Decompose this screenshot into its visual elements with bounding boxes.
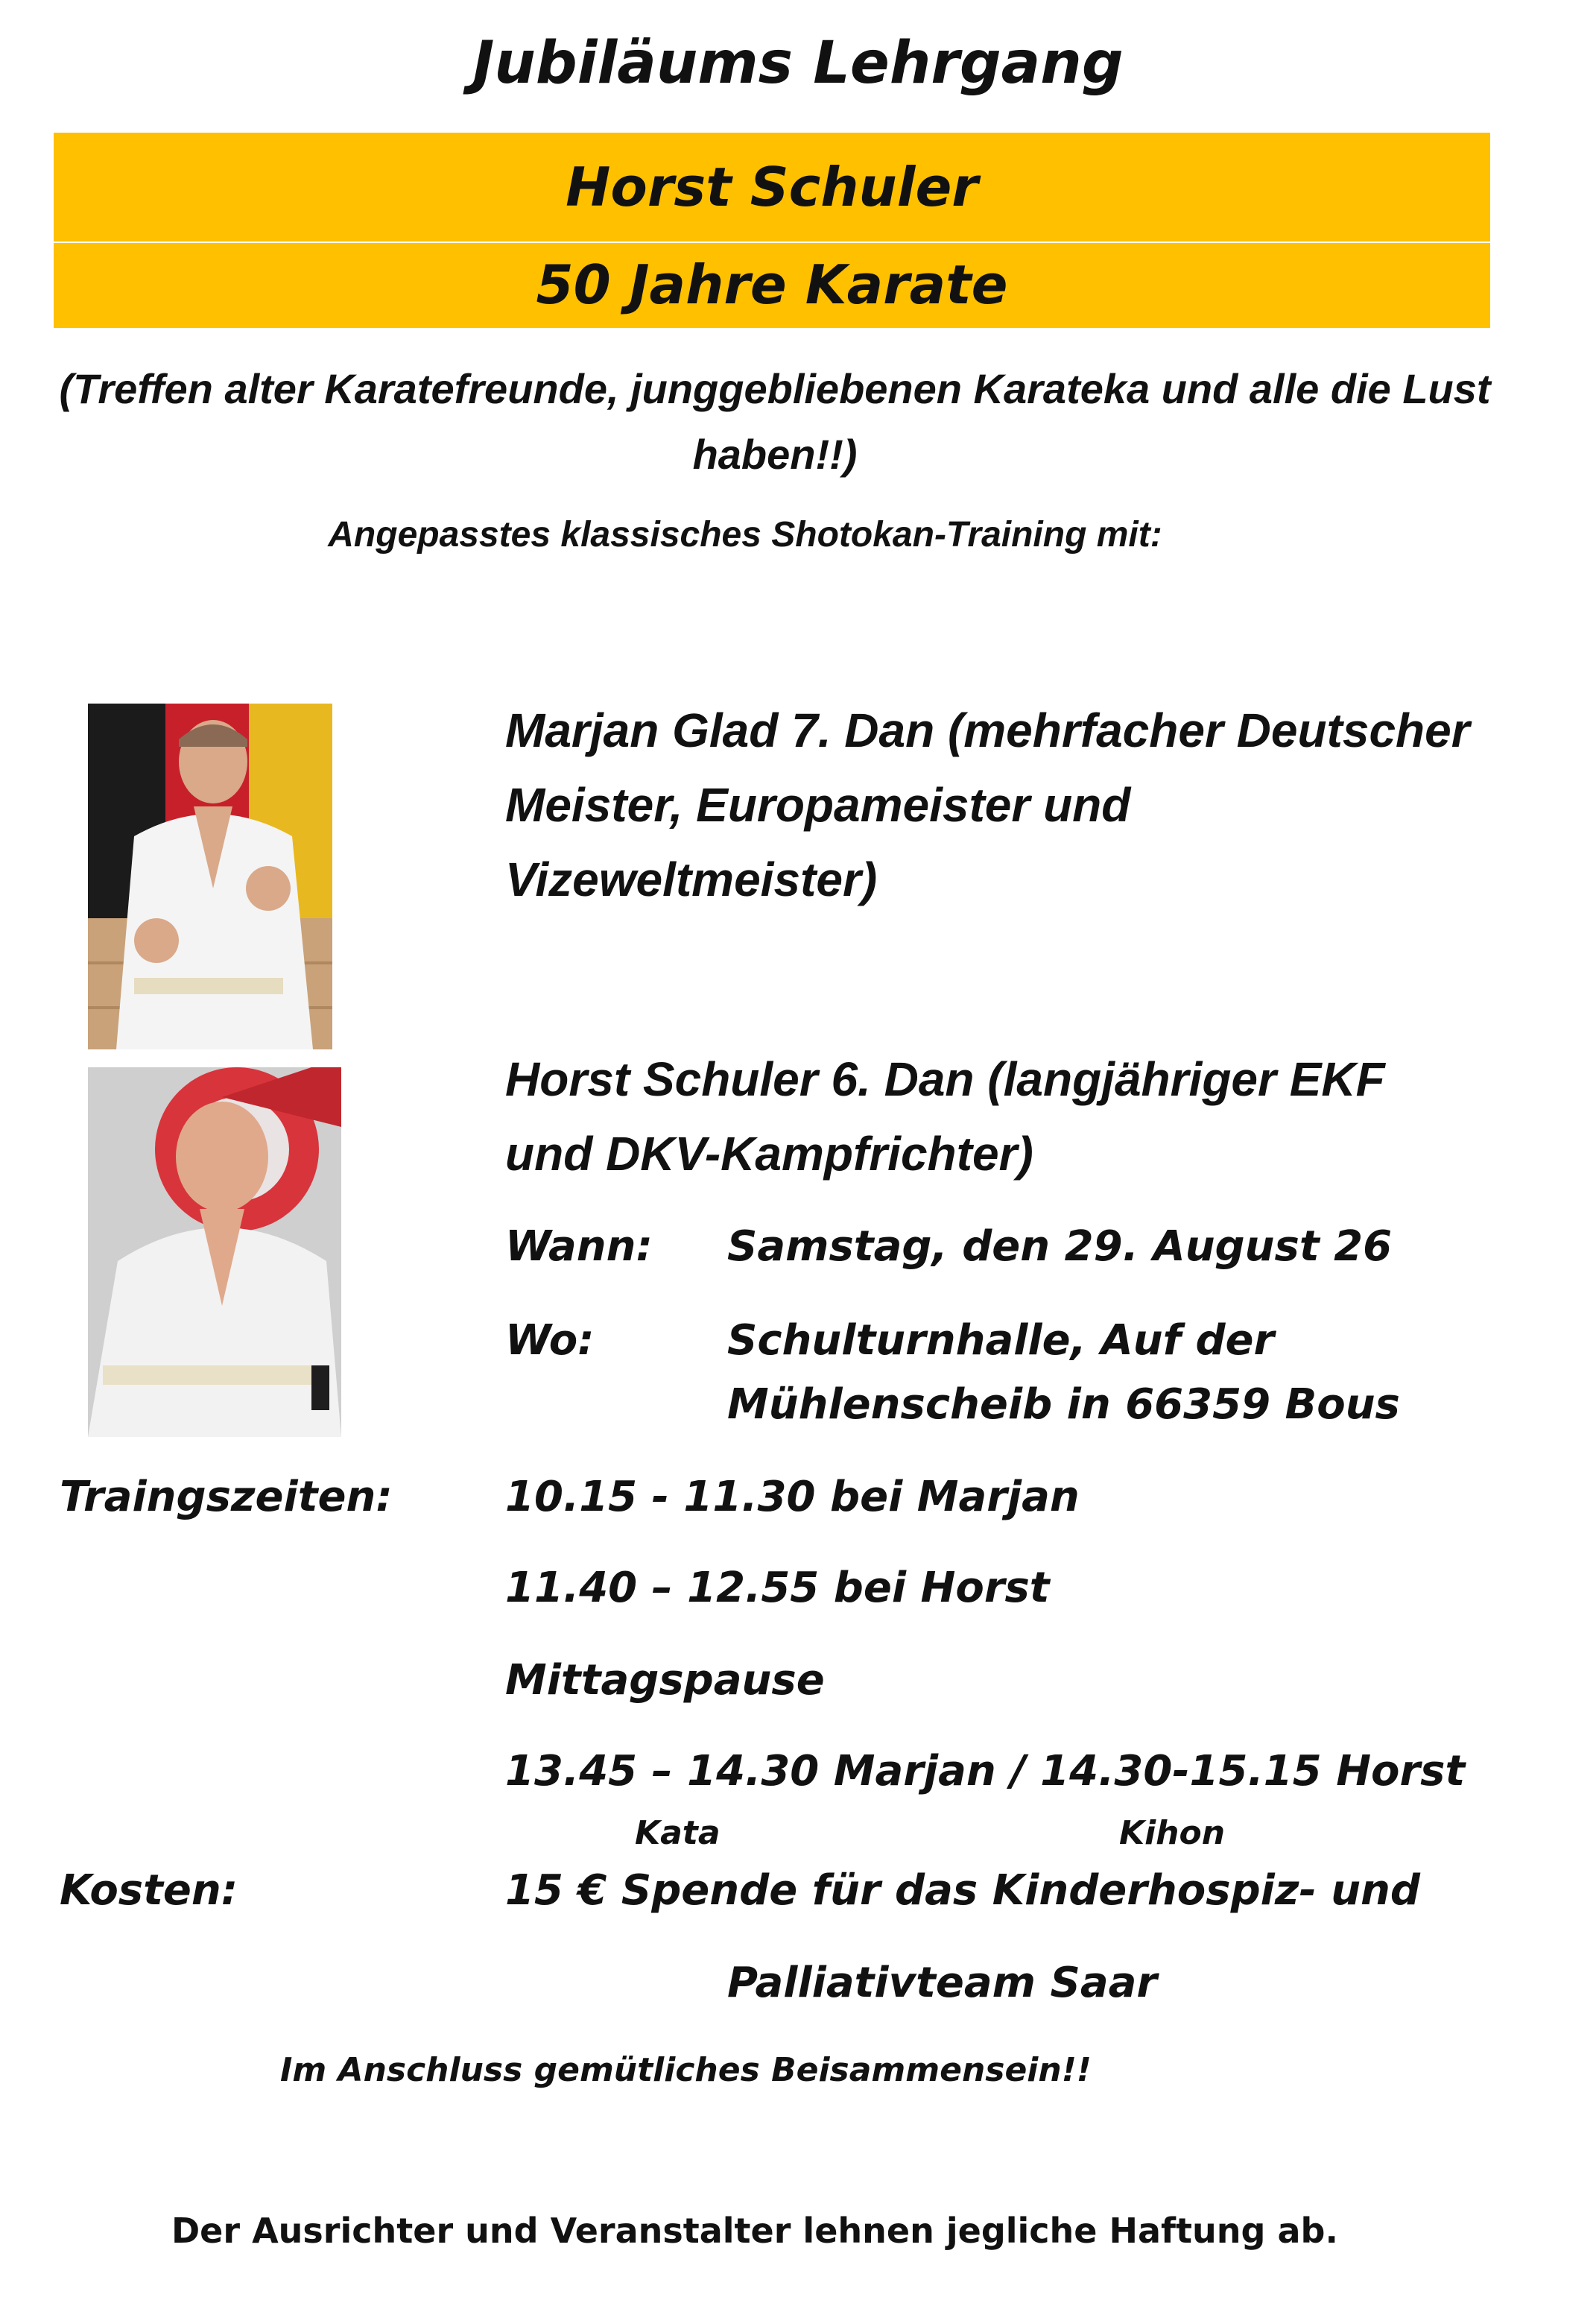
karateka-portrait-illustration	[88, 1067, 341, 1437]
when-value: Samstag, den 29. August 26	[727, 1222, 1393, 1271]
time-slot-1: 10.15 - 11.30 bei Marjan	[505, 1473, 1080, 1521]
photo-trainer-horst	[88, 1067, 341, 1437]
time-slot-2: 11.40 – 12.55 bei Horst	[505, 1564, 1050, 1612]
training-intro: Angepasstes klassisches Shotokan-Training mit:	[328, 515, 1162, 555]
banner-name: Horst Schuler	[54, 133, 1490, 241]
when-label: Wann:	[505, 1222, 653, 1271]
where-value-line2: Mühlenscheib in 66359 Bous	[727, 1380, 1400, 1429]
disclaimer: Der Ausrichter und Veranstalter lehnen jegliche Haftung ab.	[171, 2211, 1338, 2251]
closing-note: Im Anschluss gemütliches Beisammensein!!	[280, 2051, 1092, 2089]
page-title: Jubiläums Lehrgang	[472, 30, 1124, 97]
costs-line-2: Palliativteam Saar	[727, 1959, 1158, 2007]
where-value-line1: Schulturnhalle, Auf der	[727, 1316, 1275, 1365]
times-label: Traingszeiten:	[60, 1473, 393, 1521]
costs-line-1: 15 € Spende für das Kinderhospiz- und	[505, 1866, 1421, 1915]
note-kata: Kata	[635, 1814, 721, 1852]
subtitle: (Treffen alter Karatefreunde, junggebliebenen Karateka und alle die Lust haben!!)	[59, 365, 1491, 478]
banner-anniversary: 50 Jahre Karate	[54, 243, 1490, 328]
trainer-marjan-description: Marjan Glad 7. Dan (mehrfacher Deutscher Meister, Europameister und Vizeweltmeister)	[505, 704, 1470, 906]
karateka-stance-illustration	[45, 695, 376, 1049]
where-label: Wo:	[505, 1316, 595, 1365]
photo-trainer-marjan	[45, 695, 376, 1049]
costs-label: Kosten:	[60, 1866, 238, 1915]
time-slot-3: 13.45 – 14.30 Marjan / 14.30-15.15 Horst	[505, 1747, 1466, 1795]
note-kihon: Kihon	[1119, 1814, 1226, 1852]
trainer-horst-description: Horst Schuler 6. Dan (langjähriger EKF und DKV-Kampfrichter)	[505, 1052, 1385, 1181]
lunch-break: Mittagspause	[505, 1656, 825, 1705]
